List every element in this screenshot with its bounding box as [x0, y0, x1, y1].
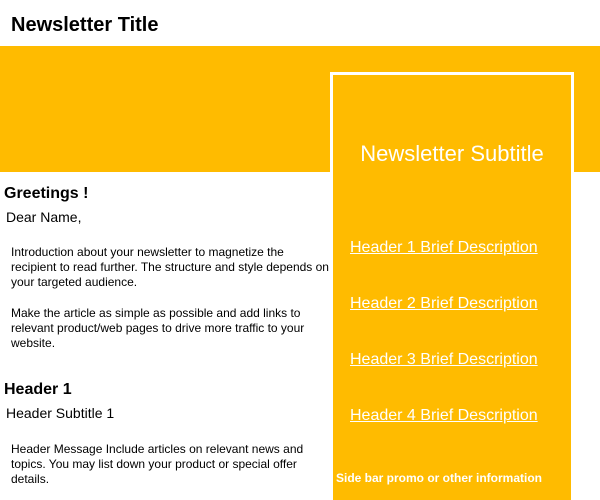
- main-content: [0, 172, 330, 500]
- newsletter-title: Newsletter Title: [11, 14, 159, 36]
- sidebar-link-header-2[interactable]: Header 2 Brief Description: [350, 295, 538, 312]
- sidebar-link-header-1[interactable]: Header 1 Brief Description: [350, 239, 538, 256]
- article-tip-paragraph: Make the article as simple as possible and add links to relevant product/web pages to drive more traffic to your website.: [11, 306, 305, 350]
- newsletter-subtitle: Newsletter Subtitle: [360, 141, 544, 166]
- sidebar-promo: Side bar promo or other information: [336, 471, 543, 485]
- sidebar-link-header-3[interactable]: Header 3 Brief Description: [350, 351, 538, 368]
- header-1-message: Header Message Include articles on relevant news and topics. You may list down your product or special offer details.: [11, 442, 304, 486]
- sidebar: [330, 72, 574, 500]
- header-1-heading: Header 1: [4, 381, 72, 398]
- intro-paragraph: Introduction about your newsletter to magnetize the recipient to read further. The structure and style depends on your targeted audience.: [11, 245, 329, 289]
- title-bar: [0, 0, 600, 46]
- header-1-subtitle: Header Subtitle 1: [6, 405, 115, 421]
- salutation-text: Dear Name,: [6, 209, 82, 225]
- greeting-heading: Greetings !: [4, 185, 89, 202]
- sidebar-link-header-4[interactable]: Header 4 Brief Description: [350, 407, 538, 424]
